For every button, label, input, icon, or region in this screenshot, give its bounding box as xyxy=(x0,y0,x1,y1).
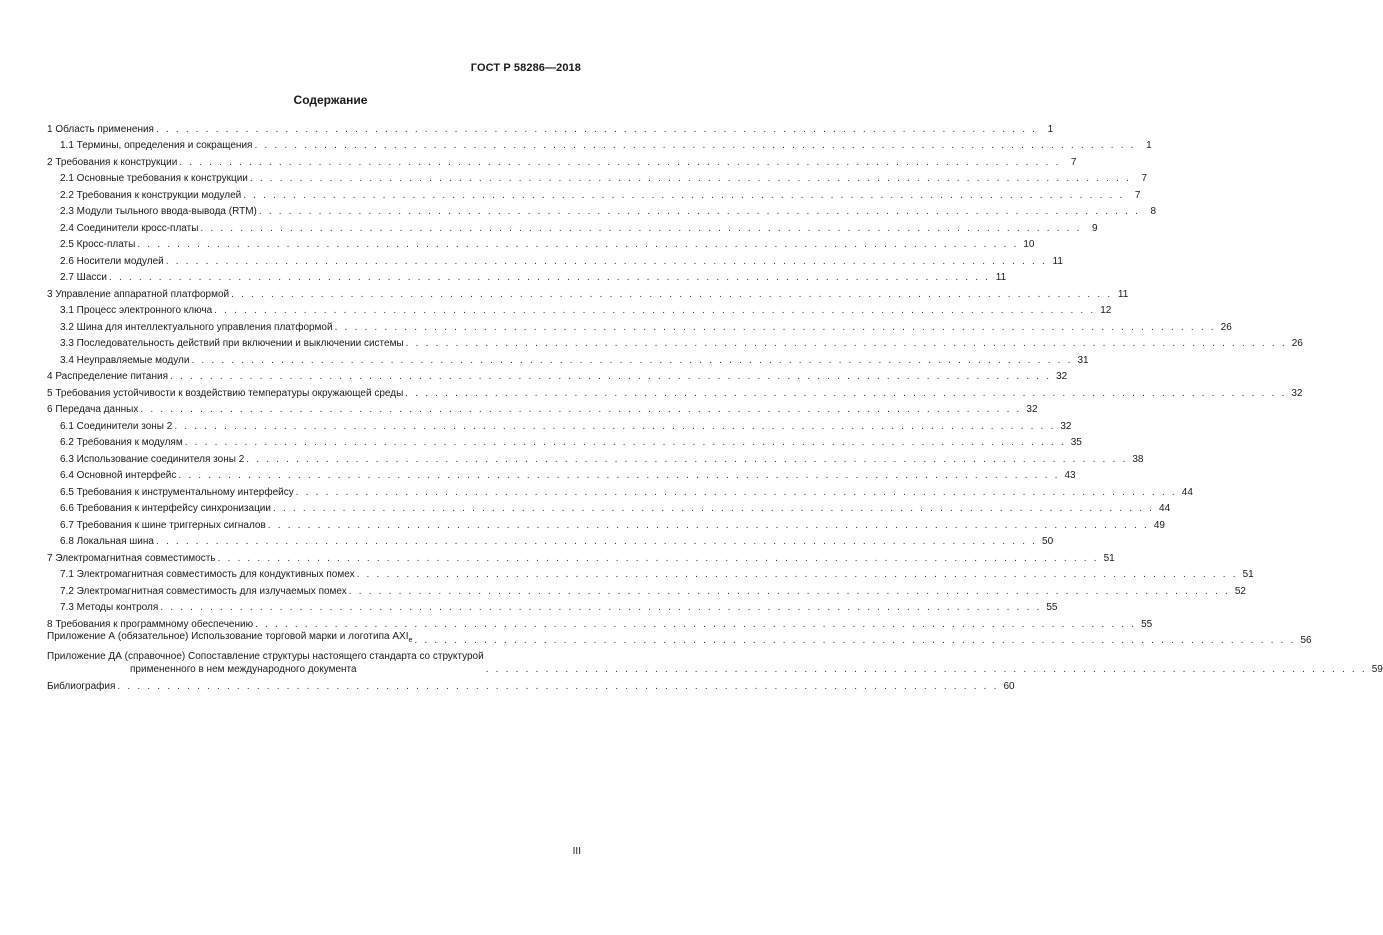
toc-entry[interactable] xyxy=(47,499,1171,516)
toc-entry-label: Приложение А (обязательное) Использование торговой марки и логотипа $AXI_e$ xyxy=(47,631,413,644)
toc-entry-label: 6.4 Основной интерфейс xyxy=(60,470,177,481)
toc-entry-page: 32 xyxy=(1060,420,1072,432)
toc-entry-page: 7 xyxy=(1141,173,1148,184)
toc-entry-label: 4 Распределение питания xyxy=(47,371,169,382)
toc-entry-page: 60 xyxy=(1003,680,1015,692)
toc-entry[interactable] xyxy=(47,251,1063,268)
toc-leader-dots: . . . . . . . . . . . . . . . . . . . . . . . . . . . . . . . . . . . . . . . . . . . . . . . . . . . . . . . . . . . . . . . . . . . . . . . . . . . . . . . . . . . . . . . . . xyxy=(243,189,1125,201)
toc-entry[interactable] xyxy=(47,565,1254,582)
toc-entry[interactable] xyxy=(47,383,1303,400)
toc-entry-label: 2.2 Требования к конструкции модулей xyxy=(60,189,242,201)
toc-entry-label: 7.3 Методы контроля xyxy=(60,602,159,613)
toc-entry[interactable] xyxy=(47,466,1076,483)
toc-leader-dots: . . . . . . . . . . . . . . . . . . . . . . . . . . . . . . . . . . . . . . . . . . . . . . . . . . . . . . . . . . . . . . . . . . . . . . . . . . . . . . . . . . . . . . . . . xyxy=(356,569,1238,580)
toc-entry[interactable] xyxy=(47,548,1115,565)
toc-entry-label: 6.8 Локальная шина xyxy=(60,536,154,547)
toc-entry[interactable] xyxy=(47,317,1232,334)
toc-leader-dots: . . . . . . . . . . . . . . . . . . . . . . . . . . . . . . . . . . . . . . . . . . . . . . . . . . . . . . . . . . . . . . . . . . . . . . . . . . . . . . . . . . . . . . . . . xyxy=(137,239,1019,250)
toc-entry-page: 55 xyxy=(1046,602,1058,613)
page-title: Содержание xyxy=(293,93,368,107)
toc-entry[interactable] xyxy=(47,301,1112,318)
toc-leader-dots: . . . . . . . . . . . . . . . . . . . . . . . . . . . . . . . . . . . . . . . . . . . . . . . . . . . . . . . . . . . . . . . . . . . . . . . . . . . . . . . . . . . . . . . . . xyxy=(155,536,1038,547)
toc-entry[interactable] xyxy=(47,449,1144,466)
toc-entry[interactable] xyxy=(47,416,1072,433)
toc-entry-label: 7 Электромагнитная совместимость xyxy=(47,552,216,564)
toc-entry[interactable] xyxy=(47,350,1089,367)
toc-entry-label: 3.2 Шина для интеллектуального управления платформой xyxy=(60,321,333,333)
toc-entry-page: 52 xyxy=(1234,585,1246,597)
toc-entry[interactable] xyxy=(47,185,1141,202)
table-of-contents xyxy=(47,119,1383,693)
toc-entry-label: 2.3 Модули тыльного ввода-вывода (RTM) xyxy=(60,206,257,217)
toc-entry-page: 38 xyxy=(1132,453,1144,465)
toc-entry-label: 8 Требования к программному обеспечению xyxy=(47,618,254,630)
toc-entry-page: 44 xyxy=(1159,503,1171,514)
toc-leader-dots: . . . . . . . . . . . . . . . . . . . . . . . . . . . . . . . . . . . . . . . . . . . . . . . . . . . . . . . . . . . . . . . . . . . . . . . . . . . . . . . . . . . . . . . . . xyxy=(254,140,1136,151)
toc-entry-page: 55 xyxy=(1141,618,1153,630)
toc-leader-dots: . . . . . . . . . . . . . . . . . . . . . . . . . . . . . . . . . . . . . . . . . . . . . . . . . . . . . . . . . . . . . . . . . . . . . . . . . . . . . . . . . . . . . . . . . xyxy=(200,222,1082,234)
toc-entry-page: 50 xyxy=(1042,536,1054,547)
page-number: III xyxy=(572,846,581,857)
toc-leader-dots: . . . . . . . . . . . . . . . . . . . . . . . . . . . . . . . . . . . . . . . . . . . . . . . . . . . . . . . . . . . . . . . . . . . . . . . . . . . . . . . . . . . . . . . . . xyxy=(191,354,1073,366)
toc-leader-dots: . . . . . . . . . . . . . . . . . . . . . . . . . . . . . . . . . . . . . . . . . . . . . . . . . . . . . . . . . . . . . . . . . . . . . . . . . . . . . . . . . . . . . . . . . xyxy=(348,585,1230,597)
toc-entry[interactable] xyxy=(47,284,1129,301)
toc-entry-page: 49 xyxy=(1153,519,1165,531)
toc-entry-bibliography[interactable] xyxy=(47,676,1015,693)
toc-leader-dots: . . . . . . . . . . . . . . . . . . . . . . . . . . . . . . . . . . . . . . . . . . . . . . . . . . . . . . . . . . . . . . . . . . . . . . . . . . . . . . . . . . . . . . . . . xyxy=(117,680,999,692)
toc-leader-dots: . . . . . . . . . . . . . . . . . . . . . . . . . . . . . . . . . . . . . . . . . . . . . . . . . . . . . . . . . . . . . . . . . . . . . . . . . . . . . . . . . . . . . . . . . xyxy=(179,156,1061,168)
toc-entry-page: 8 xyxy=(1150,206,1157,217)
toc-leader-dots: . . . . . . . . . . . . . . . . . . . . . . . . . . . . . . . . . . . . . . . . . . . . . . . . . . . . . . . . . . . . . . . . . . . . . . . . . . . . . . . . . . . . . . . . . xyxy=(165,255,1047,267)
toc-entry[interactable] xyxy=(47,235,1035,252)
toc-entry-appendix-da[interactable] xyxy=(47,647,1383,676)
toc-entries xyxy=(47,119,1303,631)
toc-entry-label-line2: примененного в нем международного документа xyxy=(130,664,357,675)
toc-leader-dots: . . . . . . . . . . . . . . . . . . . . . . . . . . . . . . . . . . . . . . . . . . . . . . . . . . . . . . . . . . . . . . . . . . . . . . . . . . . . . . . . . . . . . . . . . xyxy=(155,123,1038,135)
toc-leader-dots: . . . . . . . . . . . . . . . . . . . . . . . . . . . . . . . . . . . . . . . . . . . . . . . . . . . . . . . . . . . . . . . . . . . . . . . . . . . . . . . . . . . . . . . . . xyxy=(334,321,1216,333)
toc-entry-page: 44 xyxy=(1181,486,1193,498)
toc-leader-dots: . . . . . . . . . . . . . . . . . . . . . . . . . . . . . . . . . . . . . . . . . . . . . . . . . . . . . . . . . . . . . . . . . . . . . . . . . . . . . . . . . . . . . . . . . xyxy=(272,503,1155,514)
toc-entry-label: 6 Передача данных xyxy=(47,404,139,415)
toc-leader-dots: . . . . . . . . . . . . . . . . . . . . . . . . . . . . . . . . . . . . . . . . . . . . . . . . . . . . . . . . . . . . . . . . . . . . . . . . . . . . . . . . . . . . . . . . . xyxy=(170,371,1052,382)
toc-entry-page: 11 xyxy=(1052,255,1063,267)
toc-entry[interactable] xyxy=(47,218,1098,235)
toc-entry-label: 2.6 Носители модулей xyxy=(60,255,164,267)
toc-leader-dots: . . . . . . . . . . . . . . . . . . . . . . . . . . . . . . . . . . . . . . . . . . . . . . . . . . . . . . . . . . . . . . . . . . . . . . . . . . . . . . . . . . . . . . . . . xyxy=(267,519,1149,531)
toc-entry-page: 1 xyxy=(1047,123,1054,135)
toc-entry-label: 6.2 Требования к модулям xyxy=(60,437,183,448)
toc-leader-dots: . . . . . . . . . . . . . . . . . . . . . . . . . . . . . . . . . . . . . . . . . . . . . . . . . . . . . . . . . . . . . . . . . . . . . . . . . . . . . . . . . . . . . . . . . xyxy=(178,470,1060,481)
toc-leader-dots: . . . . . . . . . . . . . . . . . . . . . . . . . . . . . . . . . . . . . . . . . . . . . . . . . . . . . . . . . . . . . . . . . . . . . . . . . . . . . . . . . . . . . . . . . xyxy=(414,635,1296,646)
toc-entry[interactable] xyxy=(47,334,1303,351)
toc-entry-page: 12 xyxy=(1100,305,1112,316)
toc-entry-label: 6.6 Требования к интерфейсу синхронизации xyxy=(60,503,271,514)
toc-leader-dots: . . . . . . . . . . . . . . . . . . . . . . . . . . . . . . . . . . . . . . . . . . . . . . . . . . . . . . . . . . . . . . . . . . . . . . . . . . . . . . . . . . . . . . . . . xyxy=(246,453,1128,465)
toc-entry-label: 3.4 Неуправляемые модули xyxy=(60,354,190,366)
toc-entry-label xyxy=(47,650,484,676)
toc-entry[interactable] xyxy=(47,532,1054,549)
toc-leader-dots: . . . . . . . . . . . . . . . . . . . . . . . . . . . . . . . . . . . . . . . . . . . . . . . . . . . . . . . . . . . . . . . . . . . . . . . . . . . . . . . . . . . . . . . . . xyxy=(109,272,991,283)
toc-entry-page: 10 xyxy=(1023,239,1035,250)
toc-entry[interactable] xyxy=(47,169,1148,186)
toc-entry-page: 7 xyxy=(1070,156,1077,168)
toc-entry-page: 11 xyxy=(1117,288,1129,300)
toc-entry-page: 56 xyxy=(1300,635,1312,646)
toc-entry-page: 32 xyxy=(1291,387,1303,399)
toc-entry-page: 11 xyxy=(995,272,1007,283)
toc-leader-dots: . . . . . . . . . . . . . . . . . . . . . . . . . . . . . . . . . . . . . . . . . . . . . . . . . . . . . . . . . . . . . . . . . . . . . . . . . . . . . . . . . . . . . . . . . xyxy=(174,420,1056,432)
toc-entry-page: 26 xyxy=(1291,338,1303,349)
toc-entry-label: 2.1 Основные требования к конструкции xyxy=(60,173,248,184)
toc-leader-dots: . . . . . . . . . . . . . . . . . . . . . . . . . . . . . . . . . . . . . . . . . . . . . . . . . . . . . . . . . . . . . . . . . . . . . . . . . . . . . . . . . . . . . . . . . xyxy=(249,173,1132,184)
toc-entry-label: 1 Область применения xyxy=(47,123,154,135)
toc-entry-label: 7.1 Электромагнитная совместимость для кондуктивных помех xyxy=(60,569,355,580)
toc-entry-label: 3.1 Процесс электронного ключа xyxy=(60,305,213,316)
toc-entry-label: 2.4 Соединители кросс-платы xyxy=(60,222,199,234)
toc-leader-dots: . . . . . . . . . . . . . . . . . . . . . . . . . . . . . . . . . . . . . . . . . . . . . . . . . . . . . . . . . . . . . . . . . . . . . . . . . . . . . . . . . . . . . . . . . xyxy=(405,338,1287,349)
toc-entry-appendix-a[interactable] xyxy=(47,631,1312,648)
toc-entry-label: 6.7 Требования к шине триггерных сигналов xyxy=(60,519,266,531)
toc-entry-label: Библиография xyxy=(47,680,116,692)
toc-leader-dots: . . . . . . . . . . . . . . . . . . . . . . . . . . . . . . . . . . . . . . . . . . . . . . . . . . . . . . . . . . . . . . . . . . . . . . . . . . . . . . . . . . . . . . . . . xyxy=(214,305,1096,316)
toc-entry-label: 7.2 Электромагнитная совместимость для излучаемых помех xyxy=(60,585,347,597)
toc-entry-page: 32 xyxy=(1026,404,1038,415)
toc-entry[interactable] xyxy=(47,152,1077,169)
toc-entry-page: 51 xyxy=(1242,569,1254,580)
toc-entry-page: 32 xyxy=(1056,371,1068,382)
toc-entry-page: 51 xyxy=(1103,552,1115,564)
toc-entry[interactable] xyxy=(47,400,1038,417)
toc-entry-page: 31 xyxy=(1077,354,1089,366)
toc-leader-dots: . . . . . . . . . . . . . . . . . . . . . . . . . . . . . . . . . . . . . . . . . . . . . . . . . . . . . . . . . . . . . . . . . . . . . . . . . . . . . . . . . . . . . . . . . xyxy=(295,486,1177,498)
toc-entry-label: 2 Требования к конструкции xyxy=(47,156,178,168)
toc-entry-page: 59 xyxy=(1371,664,1383,675)
toc-entry-label: 2.5 Кросс-платы xyxy=(60,239,136,250)
toc-entry[interactable] xyxy=(47,202,1157,219)
toc-entry-label: 1.1 Термины, определения и сокращения xyxy=(60,140,253,151)
standard-code: ГОСТ Р 58286—2018 xyxy=(470,62,581,74)
toc-leader-dots: . . . . . . . . . . . . . . . . . . . . . . . . . . . . . . . . . . . . . . . . . . . . . . . . . . . . . . . . . . . . . . . . . . . . . . . . . . . . . . . . . . . . . . . . . xyxy=(405,387,1287,399)
toc-leader-dots: . . . . . . . . . . . . . . . . . . . . . . . . . . . . . . . . . . . . . . . . . . . . . . . . . . . . . . . . . . . . . . . . . . . . . . . . . . . . . . . . . . . . . . . . . xyxy=(160,602,1042,613)
toc-entry[interactable] xyxy=(47,482,1193,499)
toc-entry-page: 43 xyxy=(1064,470,1076,481)
toc-entry-page: 35 xyxy=(1070,437,1082,448)
toc-leader-dots: . . . . . . . . . . . . . . . . . . . . . . . . . . . . . . . . . . . . . . . . . . . . . . . . . . . . . . . . . . . . . . . . . . . . . . . . . . . . . . . . . . . . . . . . . xyxy=(184,437,1066,448)
toc-entry-label: 6.1 Соединители зоны 2 xyxy=(60,420,173,432)
toc-leader-dots: . . . . . . . . . . . . . . . . . . . . . . . . . . . . . . . . . . . . . . . . . . . . . . . . . . . . . . . . . . . . . . . . . . . . . . . . . . . . . . . . . . . . . . . . . xyxy=(485,664,1367,675)
toc-entry[interactable] xyxy=(47,515,1165,532)
toc-entry[interactable] xyxy=(47,433,1082,450)
toc-entry-page: 9 xyxy=(1092,222,1098,234)
toc-entry-label: 6.3 Использование соединителя зоны 2 xyxy=(60,453,245,465)
toc-leader-dots: . . . . . . . . . . . . . . . . . . . . . . . . . . . . . . . . . . . . . . . . . . . . . . . . . . . . . . . . . . . . . . . . . . . . . . . . . . . . . . . . . . . . . . . . . xyxy=(258,206,1141,217)
toc-entry-page: 1 xyxy=(1146,140,1152,151)
toc-entry[interactable] xyxy=(47,119,1054,136)
toc-entry-label: 6.5 Требования к инструментальному интерфейсу xyxy=(60,486,294,498)
toc-entry-page: 26 xyxy=(1220,321,1232,333)
toc-entry-label: 3 Управление аппаратной платформой xyxy=(47,288,230,300)
toc-entry[interactable] xyxy=(47,268,1007,285)
toc-leader-dots: . . . . . . . . . . . . . . . . . . . . . . . . . . . . . . . . . . . . . . . . . . . . . . . . . . . . . . . . . . . . . . . . . . . . . . . . . . . . . . . . . . . . . . . . . xyxy=(231,288,1113,300)
toc-entry-label: 2.7 Шасси xyxy=(60,272,107,283)
toc-entry[interactable] xyxy=(47,598,1058,615)
toc-entry[interactable] xyxy=(47,136,1152,153)
toc-leader-dots: . . . . . . . . . . . . . . . . . . . . . . . . . . . . . . . . . . . . . . . . . . . . . . . . . . . . . . . . . . . . . . . . . . . . . . . . . . . . . . . . . . . . . . . . . xyxy=(140,404,1022,415)
toc-entry-page: 7 xyxy=(1134,189,1141,201)
toc-entry-label: 3.3 Последовательность действий при включении и выключении системы xyxy=(60,338,404,349)
toc-entry[interactable] xyxy=(47,614,1153,631)
toc-entry-label: 5 Требования устойчивости к воздействию температуры окружающей среды xyxy=(47,387,404,399)
toc-entry-label-line1: Приложение ДА (справочное) Сопоставление структуры настоящего стандарта со структурой xyxy=(47,651,484,662)
toc-entry[interactable] xyxy=(47,367,1068,384)
toc-leader-dots: . . . . . . . . . . . . . . . . . . . . . . . . . . . . . . . . . . . . . . . . . . . . . . . . . . . . . . . . . . . . . . . . . . . . . . . . . . . . . . . . . . . . . . . . . xyxy=(217,552,1099,564)
toc-entry[interactable] xyxy=(47,581,1246,598)
toc-leader-dots: . . . . . . . . . . . . . . . . . . . . . . . . . . . . . . . . . . . . . . . . . . . . . . . . . . . . . . . . . . . . . . . . . . . . . . . . . . . . . . . . . . . . . . . . . xyxy=(255,618,1137,630)
